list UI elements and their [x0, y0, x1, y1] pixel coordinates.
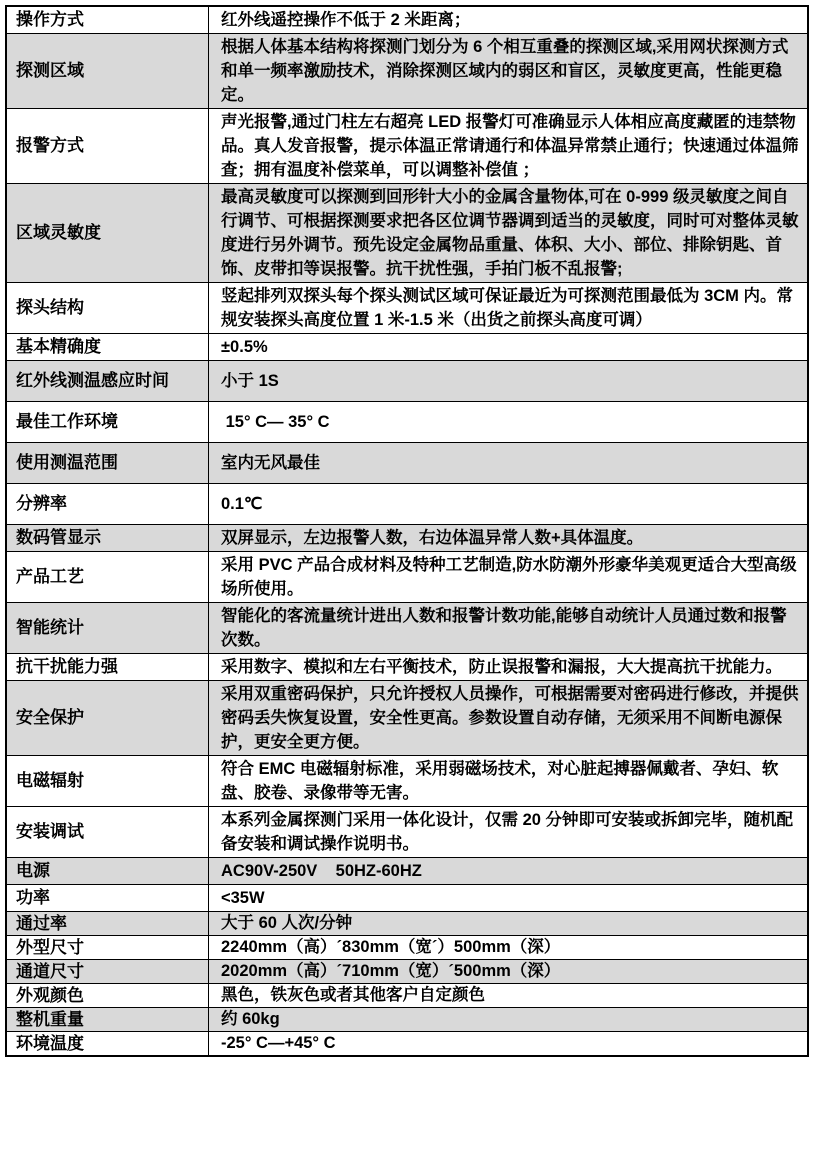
table-row — [6, 184, 808, 283]
spec-label: 环境温度 — [6, 1032, 209, 1057]
spec-label: 抗干扰能力强 — [6, 654, 209, 681]
spec-value: 采用双重密码保护，只允许授权人员操作，可根据需要对密码进行修改，并提供密码丢失恢复设置，安全性更高。参数设置自动存储，无须采用不间断电源保护，更安全更方便。 — [209, 681, 809, 756]
spec-value: 黑色，铁灰色或者其他客户自定颜色 — [209, 984, 809, 1008]
table-row — [6, 960, 808, 984]
spec-label: 电源 — [6, 858, 209, 885]
table-row — [6, 681, 808, 756]
table-row — [6, 361, 808, 402]
spec-value: -25° C—+45° C — [209, 1032, 809, 1057]
spec-value: <35W — [209, 885, 809, 912]
spec-label: 外观颜色 — [6, 984, 209, 1008]
spec-value: 智能化的客流量统计进出人数和报警计数功能,能够自动统计人员通过数和报警次数。 — [209, 603, 809, 654]
spec-label: 探头结构 — [6, 283, 209, 334]
spec-value: 小于 1S — [209, 361, 809, 402]
spec-label: 外型尺寸 — [6, 936, 209, 960]
table-row — [6, 756, 808, 807]
spec-table — [5, 5, 809, 1057]
spec-label: 报警方式 — [6, 109, 209, 184]
spec-value: 2240mm（高）´830mm（宽´）500mm（深） — [209, 936, 809, 960]
spec-label: 安装调试 — [6, 807, 209, 858]
table-row — [6, 885, 808, 912]
spec-value: 15° C— 35° C — [209, 402, 809, 443]
spec-value: 竖起排列双探头每个探头测试区域可保证最近为可探测范围最低为 3CM 内。常规安装探头高度位置 1 米-1.5 米（出货之前探头高度可调） — [209, 283, 809, 334]
spec-label: 电磁辐射 — [6, 756, 209, 807]
spec-table-body — [6, 6, 808, 1056]
table-row — [6, 654, 808, 681]
spec-value: 室内无风最佳 — [209, 443, 809, 484]
table-row — [6, 334, 808, 361]
spec-label: 最佳工作环境 — [6, 402, 209, 443]
spec-label: 区域灵敏度 — [6, 184, 209, 283]
spec-label: 分辨率 — [6, 484, 209, 525]
table-row — [6, 443, 808, 484]
spec-value: 大于 60 人次/分钟 — [209, 912, 809, 936]
spec-label: 数码管显示 — [6, 525, 209, 552]
spec-value: 最高灵敏度可以探测到回形针大小的金属含量物体,可在 0-999 级灵敏度之间自行调节、可根据探测要求把各区位调节器调到适当的灵敏度，同时可对整体灵敏度进行另外调节。预先设定金属物品重量、体积、大小、部位、排除钥匙、首饰、皮带扣等误报警。抗干扰性强，手拍门板不乱报警; — [209, 184, 809, 283]
table-row — [6, 858, 808, 885]
spec-value: 0.1℃ — [209, 484, 809, 525]
spec-value: 根据人体基本结构将探测门划分为 6 个相互重叠的探测区域,采用网状探测方式和单一频率激励技术，消除探测区域内的弱区和盲区，灵敏度更高，性能更稳定。 — [209, 34, 809, 109]
spec-label: 探测区域 — [6, 34, 209, 109]
table-row — [6, 109, 808, 184]
spec-value: 红外线遥控操作不低于 2 米距离； — [209, 6, 809, 34]
table-row — [6, 552, 808, 603]
table-row — [6, 34, 808, 109]
spec-value: 采用 PVC 产品合成材料及特种工艺制造,防水防潮外形豪华美观更适合大型高级场所使用。 — [209, 552, 809, 603]
table-row — [6, 603, 808, 654]
spec-value: 采用数字、模拟和左右平衡技术，防止误报警和漏报，大大提高抗干扰能力。 — [209, 654, 809, 681]
table-row — [6, 912, 808, 936]
table-row — [6, 402, 808, 443]
spec-label: 基本精确度 — [6, 334, 209, 361]
spec-label: 操作方式 — [6, 6, 209, 34]
spec-label: 产品工艺 — [6, 552, 209, 603]
table-row — [6, 984, 808, 1008]
table-row — [6, 1032, 808, 1057]
spec-label: 通过率 — [6, 912, 209, 936]
table-row — [6, 525, 808, 552]
spec-value: 双屏显示，左边报警人数，右边体温异常人数+具体温度。 — [209, 525, 809, 552]
table-row — [6, 484, 808, 525]
spec-value: 本系列金属探测门采用一体化设计，仅需 20 分钟即可安装或拆卸完毕，随机配备安装和调试操作说明书。 — [209, 807, 809, 858]
spec-value: 声光报警,通过门柱左右超亮 LED 报警灯可准确显示人体相应高度藏匿的违禁物品。真人发音报警，提示体温正常请通行和体温异常禁止通行；快速通过体温筛查；拥有温度补偿菜单，可以调整补偿值 ； — [209, 109, 809, 184]
spec-value: ±0.5% — [209, 334, 809, 361]
spec-label: 整机重量 — [6, 1008, 209, 1032]
spec-label: 红外线测温感应时间 — [6, 361, 209, 402]
spec-value: 符合 EMC 电磁辐射标准，采用弱磁场技术，对心脏起搏器佩戴者、孕妇、软盘、胶卷、录像带等无害。 — [209, 756, 809, 807]
spec-label: 智能统计 — [6, 603, 209, 654]
table-row — [6, 1008, 808, 1032]
spec-label: 使用测温范围 — [6, 443, 209, 484]
spec-value: 2020mm（高）´710mm（宽）´500mm（深） — [209, 960, 809, 984]
spec-value: 约 60kg — [209, 1008, 809, 1032]
spec-document — [0, 5, 815, 1057]
table-row — [6, 936, 808, 960]
table-row — [6, 6, 808, 34]
table-row — [6, 807, 808, 858]
spec-label: 功率 — [6, 885, 209, 912]
spec-label: 通道尺寸 — [6, 960, 209, 984]
spec-value: AC90V-250V 50HZ-60HZ — [209, 858, 809, 885]
table-row — [6, 283, 808, 334]
spec-label: 安全保护 — [6, 681, 209, 756]
